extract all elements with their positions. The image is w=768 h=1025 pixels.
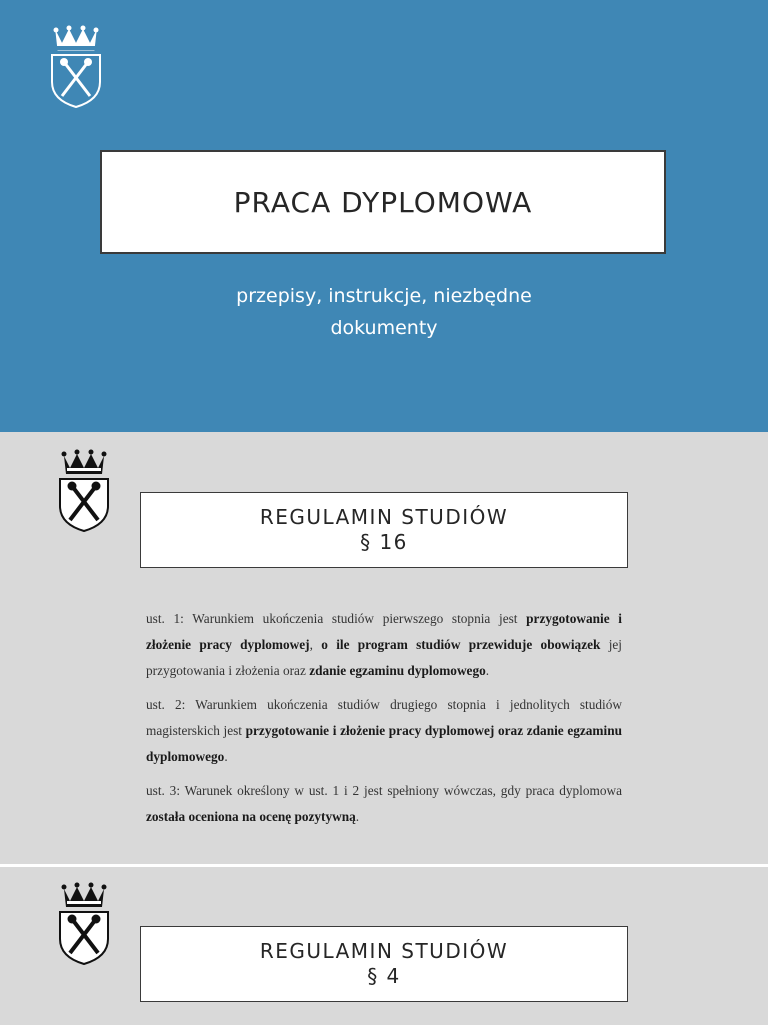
subtitle-line-2: dokumenty xyxy=(330,317,438,339)
text-run: . xyxy=(224,749,228,764)
text-run: . xyxy=(355,809,360,824)
section-heading-paragraph: § 4 xyxy=(367,964,401,988)
bold-text-run: o ile program studiów przewiduje obowiązek xyxy=(321,637,601,652)
paragraph-ust-2 xyxy=(146,692,622,770)
subtitle xyxy=(184,280,584,344)
section-heading-box xyxy=(140,492,628,568)
regulation-slide-4 xyxy=(0,866,768,1025)
bold-text-run: przygotowanie i złożenie pracy dyplomowej xyxy=(146,611,622,652)
regulation-slide-16 xyxy=(0,432,768,864)
section-heading-title: REGULAMIN STUDIÓW xyxy=(259,505,509,529)
section-heading-box xyxy=(140,926,628,1002)
paragraph-ust-3 xyxy=(146,778,622,830)
text-run: ust. 3: Warunek określony w ust. 1 i 2 jest spełniony wówczas, gdy praca dyplomowa xyxy=(146,783,622,798)
title-slide xyxy=(0,0,768,432)
section-heading-paragraph: § 16 xyxy=(360,530,408,554)
university-crest-icon xyxy=(56,448,112,532)
university-crest-icon xyxy=(48,24,104,108)
bold-text-run: została oceniona na ocenę pozytywną xyxy=(146,809,356,824)
text-run: ust. 1: Warunkiem ukończenia studiów pierwszego stopnia jest xyxy=(146,611,527,626)
subtitle-line-1: przepisy, instrukcje, niezbędne xyxy=(236,285,532,307)
section-heading-title: REGULAMIN STUDIÓW xyxy=(259,939,509,963)
bold-text-run: zdanie egzaminu dyplomowego xyxy=(309,663,486,678)
regulation-text xyxy=(146,606,622,838)
text-run: ust. 2: Warunkiem ukończenia studiów drugiego stopnia i jednolitych studiów magisterskich jest xyxy=(146,697,622,738)
bold-text-run: przygotowanie i złożenie pracy dyplomowej oraz zdanie egzaminu dyplomowego xyxy=(146,723,622,764)
title-box xyxy=(100,150,666,254)
text-run: , xyxy=(309,637,322,652)
paragraph-ust-1 xyxy=(146,606,622,684)
page-title: PRACA DYPLOMOWA xyxy=(233,185,533,219)
university-crest-icon xyxy=(56,881,112,965)
text-run: . xyxy=(485,663,490,678)
text-run: jej przygotowania i złożenia oraz xyxy=(146,637,622,678)
